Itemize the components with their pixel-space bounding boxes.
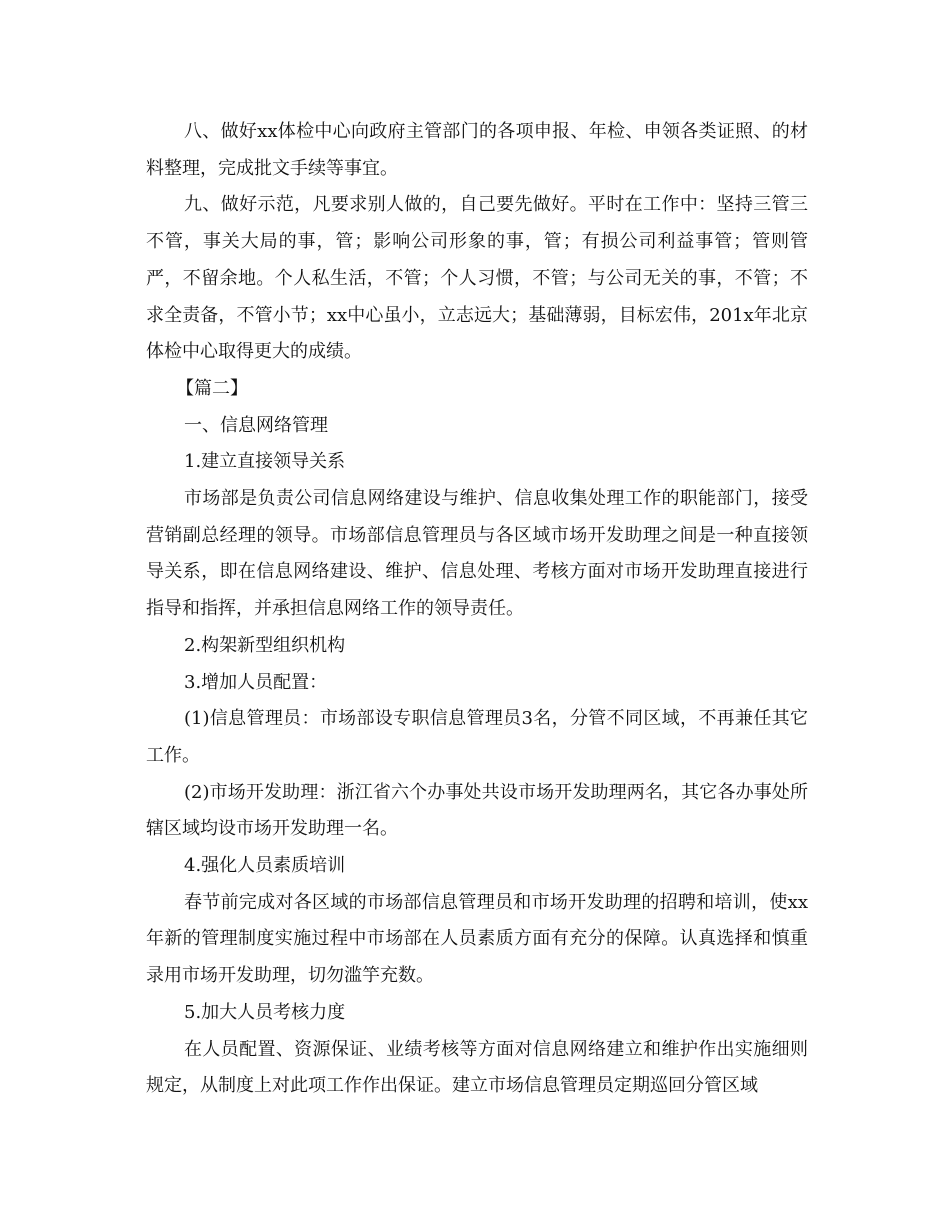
paragraph-market-assistant: (2)市场开发助理：浙江省六个办事处共设市场开发助理两名，其它各办事处所辖区域均设市场开发助理一名。 bbox=[146, 781, 808, 840]
heading-4: 4.强化人员素质培训 bbox=[184, 855, 346, 877]
paragraph-leadership: 市场部是负责公司信息网络建设与维护、信息收集处理工作的职能部门，接受营销副总经理的领导。市场部信息管理员与各区域市场开发助理之间是一种直接领导关系，即在信息网络建设、维护、信息处理、考核方面对市场开发助理直接进行指导和指挥，并承担信息网络工作的领导责任。 bbox=[146, 488, 808, 620]
heading-3: 3.增加人员配置： bbox=[184, 671, 328, 693]
subsection-heading: 一、信息网络管理 bbox=[184, 414, 328, 436]
heading-1: 1.建立直接领导关系 bbox=[184, 451, 346, 473]
paragraph-item-9: 九、做好示范，凡要求别人做的，自己要先做好。平时在工作中：坚持三管三不管，事关大局的事，管；影响公司形象的事，管；有损公司利益事管；管则管严，不留余地。个人私生活，不管；个人习惯，不管；与公司无关的事，不管；不求全责备，不管小节；xx中心虽小，立志远大；基础薄弱，目标宏伟，201x年北京体检中心取得更大的成绩。 bbox=[146, 194, 808, 363]
paragraph-item-8: 八、做好xx体检中心向政府主管部门的各项申报、年检、申领各类证照、的材料整理，完成批文手续等事宜。 bbox=[146, 121, 808, 179]
paragraph-info-manager: (1)信息管理员：市场部设专职信息管理员3名，分管不同区域，不再兼任其它工作。 bbox=[146, 708, 808, 766]
heading-2: 2.构架新型组织机构 bbox=[184, 634, 346, 656]
paragraph-training: 春节前完成对各区域的市场部信息管理员和市场开发助理的招聘和培训，使xx年新的管理制度实施过程中市场部在人员素质方面有充分的保障。认真选择和慎重录用市场开发助理，切勿滥竽充数。 bbox=[146, 891, 808, 987]
section-heading: 【篇二】 bbox=[176, 377, 248, 399]
document-body bbox=[146, 114, 808, 1105]
paragraph-assessment: 在人员配置、资源保证、业绩考核等方面对信息网络建立和维护作出实施细则规定，从制度上对此项工作作出保证。建立市场信息管理员定期巡回分管区域 bbox=[146, 1038, 808, 1097]
heading-5: 5.加大人员考核力度 bbox=[184, 1001, 346, 1023]
